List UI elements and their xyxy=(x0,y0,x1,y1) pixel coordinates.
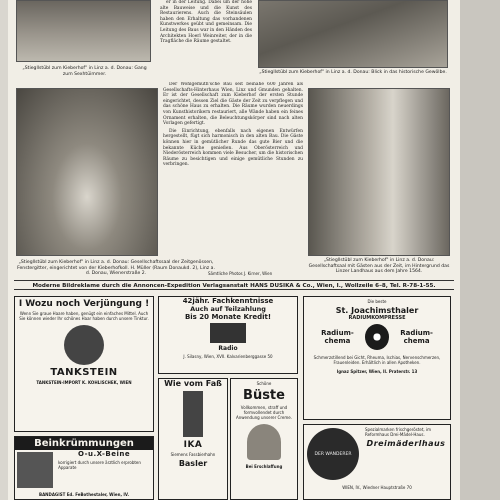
person-illustration-icon xyxy=(64,325,104,365)
ad-fach-line2: Auch auf Teilzahlung xyxy=(190,305,266,313)
ad-bein-footer: BANDAGIST Ed. FeBothestaler, Wien, IV. xyxy=(39,492,129,497)
ad-joach-body: Schmerzstillend bei Gicht, Rheuma, Ischias, Nervenschmerzen, Frauenleiden. Erhältlich in allen Apotheken. xyxy=(313,355,441,365)
ad-drei-content xyxy=(304,425,450,483)
caption-top-right: „Stiegllstübl zum Kieberhof" in Linz a. d. Donau: Blick in das historische Gewölbe. xyxy=(259,70,447,75)
ad-fach-footer: J. Silasny, Wien, XVII. Kalvarienberggasse 50 xyxy=(183,354,273,359)
photo-credit: Sämtliche Photos J. Kirner, Wien xyxy=(208,271,273,276)
ad-verjuengung xyxy=(14,296,154,432)
article-column-2 xyxy=(163,82,303,260)
ad-verjuengung-title: I Wozu noch Verjüngung ! xyxy=(18,299,150,309)
ad-fass-title: Wie vom Faß xyxy=(164,379,222,388)
advertising-banner: Moderne Bildreklame durch die Annoncen-Expedition Verlagsanstalt HANS DUSIKA & Co., Wien, I., Wollzeile 6–8, Tel. R-78-1-55. xyxy=(14,280,454,290)
radio-icon xyxy=(210,323,246,343)
ad-beinkruemmungen xyxy=(14,436,154,500)
woman-illustration-icon xyxy=(247,424,281,460)
ad-bein-brand: O-u.X-Beine xyxy=(78,450,131,458)
ad-joach-footer: Ignaz Spitzer, Wien, II. Praterstr. 13 xyxy=(336,369,418,374)
ad-joachimsthaler xyxy=(303,296,451,420)
tap-icon xyxy=(183,391,203,437)
ad-drei-footer: WIEN, IV., Wiedner Hauptstraße 70 xyxy=(342,485,412,490)
caption-top-left: „Stiegllstübl zum Kieberhof" in Linz a. d. Donau: Gang zum Sexhtüimmer. xyxy=(22,66,147,77)
legs-illustration-icon xyxy=(17,452,53,488)
ad-buste-title: Büste xyxy=(243,388,285,403)
ad-verjuengung-footer: TANKSTEIN-IMPORT K. KOHLISCHEK, WIEN xyxy=(36,380,132,385)
ad-joach-left: Radium-chema xyxy=(321,329,354,345)
ad-fass-brand: IKA xyxy=(183,440,203,450)
ad-buste xyxy=(230,378,298,500)
photo-dining-room xyxy=(16,88,158,256)
newspaper-page xyxy=(8,0,460,500)
photo-vault xyxy=(258,0,448,68)
ad-fach-line1: 42jähr. Fachkenntnisse xyxy=(182,297,274,305)
coffee-tin-icon xyxy=(307,428,359,480)
ad-joach-right: Radium-chema xyxy=(400,329,433,345)
radium-sunburst-icon xyxy=(365,324,389,350)
caption-mid-right: „Stiegllstübl zum Kieberhof" in Linz a. d. Donau: Gesellschaftsaal mit Gästen aus der Zeit, im Hintergrund das Linzer Landhaus aus dem Jahre 1564. xyxy=(308,258,450,275)
ad-buste-top: Schöne xyxy=(256,381,272,386)
caption-mid-left: „Stiegllstübl zum Kieberhof" in Linz a. d. Donau: Gesellschaftssaal der Zeitgenössen, Fenstergitter, eingerichtet von der Kieberhofkoll. H. Müller (Raum Donaukd. 2), Linz a. d. Donau, Wienerstraße 2. xyxy=(17,260,215,277)
ad-joach-line3: RADIUMKOMPRESSE xyxy=(348,315,406,321)
ad-fach-line4: Radio xyxy=(218,345,238,352)
ad-dreimaedelhaus xyxy=(303,424,451,500)
ad-bein-title: Beinkrümmungen xyxy=(15,437,153,450)
article-column-1 xyxy=(160,0,252,78)
ad-fass-sub: Basler xyxy=(178,459,208,468)
article-text-2: Der Wohlgemuth'sche Bau seit beinahe 600 Jahren als Gesellschafts-Hinterhaus Wien, Linz und Gmunden gehalten. Er ist der Gesellschaft zum Kieberhof der ersten Stunde eingerichtet, dessen Ziel die Gäste der Zeit zu verpflegen und das schöne Haus zu erhalten. Die Räume wurden neuerdings von Kunsthistorikern restauriert, alle Wände haben ein feines Ornament erhalten, die Beleuchtungskörper sind nach alten Vorlagen gefertigt. xyxy=(163,82,303,127)
ad-drei-brand: Dreimäderlhaus xyxy=(366,439,446,448)
ad-bein-body: korrigiert durch unsere ärztlich erprobten Apparate xyxy=(58,460,141,470)
photo-hallway xyxy=(16,0,151,62)
page-gutter xyxy=(460,0,500,500)
ad-drei-body: Spezialmarken frischgeröstet, im Reformhaus Drei-Mädel-Haus. xyxy=(365,427,431,437)
ad-verjuengung-body: Wenn Sie graue Haare haben, genügt ein einfaches Mittel. Auch Sie können wieder Ihr schönes Haar haben durch unsere Tinktur. xyxy=(19,311,149,321)
ad-drei-label: DER WANDERER xyxy=(314,451,352,457)
ad-joach-line2: St. Joachimsthaler xyxy=(335,306,419,315)
ad-fach-line3: Bis 20 Monate Kredit! xyxy=(184,313,272,321)
article-text-3: Die Einrichtung, ebenfalls nach eigenen Entwürfen hergestellt, fügt sich harmonisch in den alten Bau. Die Gäste können hier in gemütlicher Runde das gute Bier und die bekannte Küche genießen. Aus Oberösterreich und Niederösterreich kommen viele Besucher, um die historischen Räume zu besichtigen und einige gemütliche Stunden zu verbringen. xyxy=(163,128,303,168)
ad-bein-content xyxy=(15,450,153,490)
ad-fachkenntnisse xyxy=(158,296,298,374)
ad-verjuengung-brand: TANKSTEIN xyxy=(50,367,118,378)
ad-buste-body: Vollkommen, straff und formvollendet durch Anwendung unserer Creme. xyxy=(236,405,292,420)
photo-corridor xyxy=(308,88,450,256)
ad-joach-logo-row xyxy=(304,321,450,353)
article-text-1: er in der Leitung. Dabei um der hohe alte Bauweise und die Kunst des Restaurierens. Auch die Steinsäulen haben den Erhaltung das vorhandenen Kunstwerkes geübt und gemeinsam. Die Leitung des Baus war in den Händen des Architekten Hoerl Weinreiter, der in die Tragfläche die Räume gestaltet. xyxy=(160,0,252,45)
ad-joach-line1: Die beste xyxy=(367,299,387,304)
ad-wie-vom-fass xyxy=(158,378,228,500)
ad-fass-footer: Siemens Fassbierhahn xyxy=(170,452,216,457)
ad-buste-footer: Bei Erschlaffung xyxy=(245,464,283,469)
